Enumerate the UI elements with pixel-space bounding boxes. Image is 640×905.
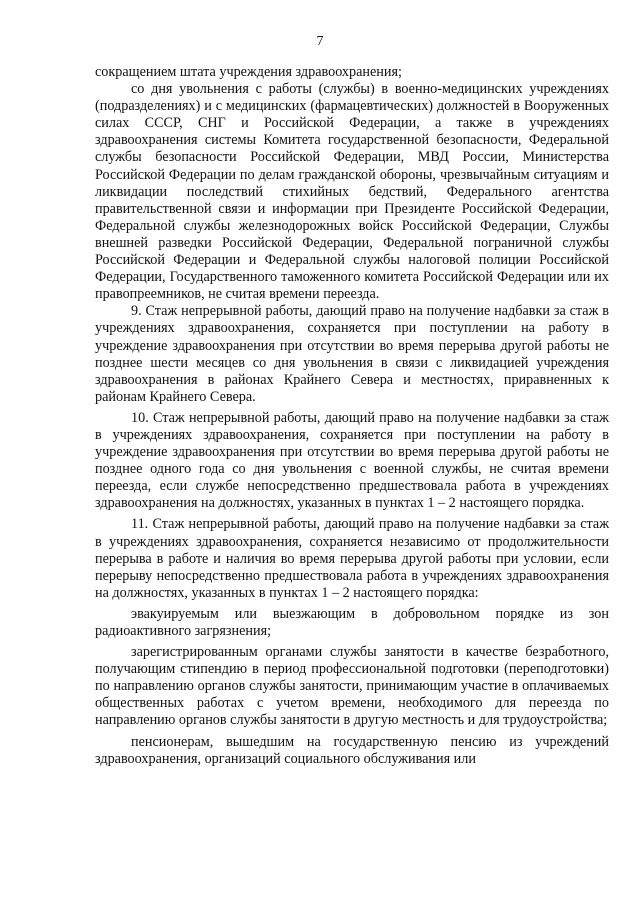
paragraph: эвакуируемым или выезжающим в добровольном порядке из зон радиоактивного загрязнения; — [95, 605, 609, 639]
paragraph: зарегистрированным органами службы занятости в качестве безработного, получающим стипендию в период профессиональной подготовки (переподготовки) по направлению органов службы занятости, принимающим участие в оплачиваемых общественных работах с учетом времени, необходимого для переезда по направлению органов службы занятости в другую местность и для трудоустройства; — [95, 644, 609, 729]
paragraph: сокращением штата учреждения здравоохранения; — [95, 64, 402, 80]
paragraph: 10. Стаж непрерывной работы, дающий право на получение надбавки за стаж в учреждениях здравоохранения, сохраняется при поступлении на работу в учреждение здравоохранения при отсутствии во время перерыва другой работы не позднее одного года со дня увольнения с военной службы, не считая времени переезда, если службе непосредственно предшествовала работа в учреждениях здравоохранения на должностях, указанных в пунктах 1 – 2 настоящего порядка. — [95, 409, 609, 512]
paragraph: пенсионерам, вышедшим на государственную пенсию из учреждений здравоохранения, организаций социального обслуживания или — [95, 733, 609, 767]
paragraph: 11. Стаж непрерывной работы, дающий право на получение надбавки за стаж в учреждениях здравоохранения, сохраняется независимо от продолжительности перерыва в работе и наличия во время перерыва другой работы при условии, если перерыву непосредственно предшествовала работа в учреждениях здравоохранения на должностях, указанных в пунктах 1 – 2 настоящего порядка: — [95, 516, 609, 601]
document-body — [95, 64, 609, 768]
page-number: 7 — [316, 34, 324, 49]
paragraph: 9. Стаж непрерывной работы, дающий право на получение надбавки за стаж в учреждениях здравоохранения, сохраняется при поступлении на работу в учреждение здравоохранения при отсутствии во время перерыва другой работы не позднее шести месяцев со дня увольнения в связи с ликвидацией учреждения здравоохранения в районах Крайнего Севера и местностях, приравненных к районам Крайнего Севера. — [95, 303, 609, 405]
paragraph: со дня увольнения с работы (службы) в военно-медицинских учреждениях (подразделениях) и с медицинских (фармацевтических) должностей в Вооруженных силах СССР, СНГ и Российской Федерации, а также в учреждениях здравоохранения системы Комитета государственной безопасности, Федеральной службы безопасности Российской Федерации, МВД России, Министерства Российской Федерации по делам гражданской обороны, чрезвычайным ситуациям и ликвидации последствий стихийных бедствий, Федерального агентства правительственной связи и информации при Президенте Российской Федерации, Федеральной службы железнодорожных войск Российской Федерации, Службы внешней разведки Российской Федерации, Федеральной пограничной службы Российской Федерации и Федеральной службы налоговой полиции Российской Федерации, Государственного таможенного комитета Российской Федерации или их правопреемников, не считая времени переезда. — [95, 81, 609, 303]
